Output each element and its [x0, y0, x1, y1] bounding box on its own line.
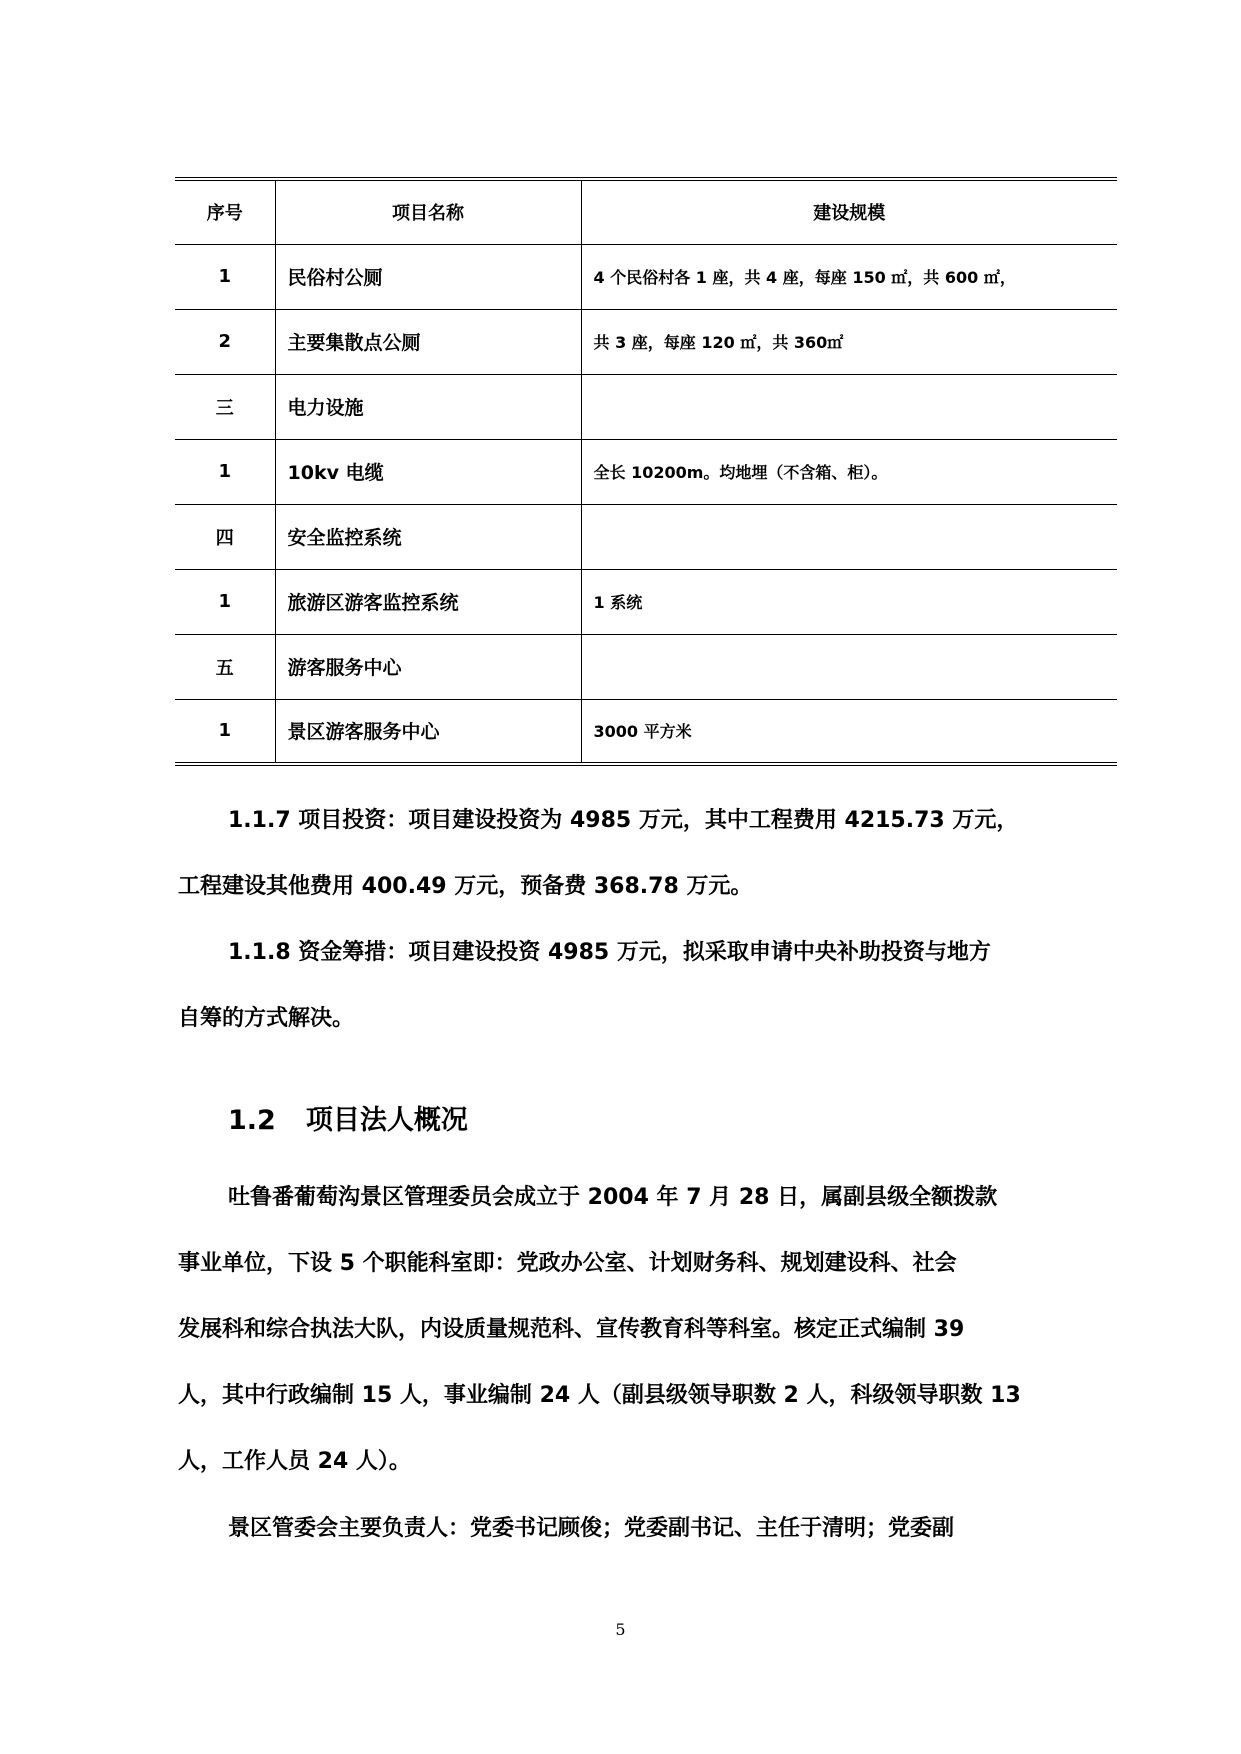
text-line: 1.1.8 资金筹措：项目建设投资 4985 万元，拟采取申请中央补助投资与地方: [228, 940, 991, 965]
table-header-row: [175, 179, 1117, 244]
section-number: 1.2: [228, 1105, 276, 1136]
table-row: [175, 634, 1117, 699]
row-serial: 三: [175, 374, 275, 439]
text-line: 发展科和综合执法大队，内设质量规范科、宣传教育科等科室。核定正式编制 39: [178, 1317, 965, 1342]
row-serial: 1: [175, 699, 275, 764]
text-line: 自筹的方式解决。: [178, 1006, 355, 1031]
table-row: [175, 699, 1117, 764]
paragraph-overview: [178, 1165, 1068, 1495]
row-project-name: 游客服务中心: [275, 634, 581, 699]
header-project-name: 项目名称: [275, 179, 581, 244]
row-serial: 1: [175, 569, 275, 634]
text-line: 吐鲁番葡萄沟景区管理委员会成立于 2004 年 7 月 28 日，属副县级全额拨款: [228, 1185, 998, 1210]
table-row: [175, 309, 1117, 374]
paragraph-leaders: [178, 1496, 1068, 1562]
table-row: [175, 439, 1117, 504]
text-line: 景区管委会主要负责人：党委书记顾俊；党委副书记、主任于清明；党委副: [228, 1516, 955, 1541]
table-row: [175, 569, 1117, 634]
header-construction-scale: 建设规模: [581, 179, 1117, 244]
row-scale: 1 系统: [581, 569, 1117, 634]
row-scale: 4 个民俗村各 1 座，共 4 座，每座 150 ㎡，共 600 ㎡，: [581, 244, 1117, 309]
text-line: 事业单位，下设 5 个职能科室即：党政办公室、计划财务科、规划建设科、社会: [178, 1251, 957, 1276]
row-serial: 五: [175, 634, 275, 699]
row-scale: 全长 10200m。均地埋（不含箱、柜）。: [581, 439, 1117, 504]
row-serial: 1: [175, 244, 275, 309]
row-scale: 3000 平方米: [593, 722, 692, 742]
page-number: 5: [615, 1620, 626, 1639]
row-project-name: 景区游客服务中心: [275, 699, 581, 764]
paragraph-fund-raising: [178, 920, 1068, 1052]
row-project-name: 10kv 电缆: [275, 439, 581, 504]
row-scale: [581, 374, 1117, 439]
row-project-name: 旅游区游客监控系统: [275, 569, 581, 634]
row-project-name: 电力设施: [275, 374, 581, 439]
table-row: [175, 504, 1117, 569]
row-serial: 四: [175, 504, 275, 569]
row-project-name: 主要集散点公厕: [275, 309, 581, 374]
row-serial: 2: [175, 309, 275, 374]
header-serial: 序号: [175, 179, 275, 244]
table-row: [175, 374, 1117, 439]
construction-scale-table: [175, 177, 1117, 766]
text-line: 人，工作人员 24 人）。: [178, 1449, 411, 1474]
row-project-name: 民俗村公厕: [275, 244, 581, 309]
text-line: 人，其中行政编制 15 人，事业编制 24 人（副县级领导职数 2 人，科级领导职数 13: [178, 1383, 1021, 1408]
row-scale: [581, 504, 1117, 569]
text-line: 工程建设其他费用 400.49 万元，预备费 368.78 万元。: [178, 874, 753, 899]
table-row: [175, 244, 1117, 309]
row-scale: 共 3 座，每座 120 ㎡，共 360㎡: [581, 309, 1117, 374]
row-serial: 1: [175, 439, 275, 504]
section-title: 项目法人概况: [305, 1105, 468, 1136]
row-scale: [581, 634, 1117, 699]
paragraph-project-investment: [178, 788, 1068, 920]
text-line: 1.1.7 项目投资：项目建设投资为 4985 万元，其中工程费用 4215.73 万元，: [228, 808, 1019, 833]
section-heading: [228, 1098, 468, 1137]
row-project-name: 安全监控系统: [275, 504, 581, 569]
